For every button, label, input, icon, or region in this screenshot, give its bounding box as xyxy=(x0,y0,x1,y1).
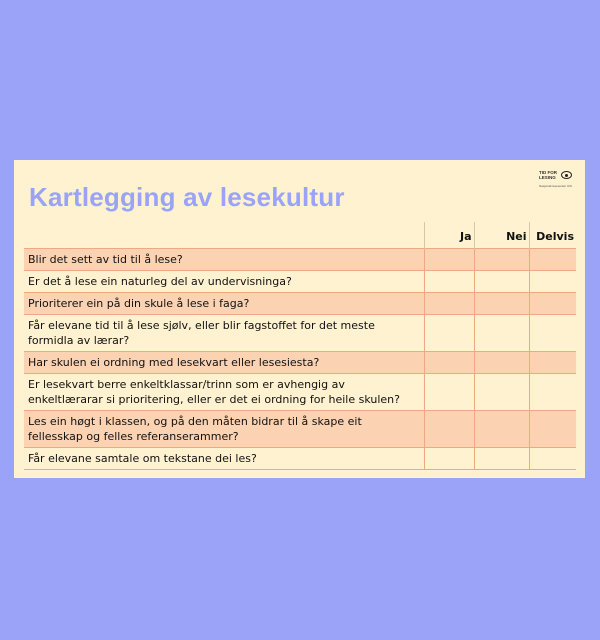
logo-line-1: TID FOR xyxy=(539,170,557,175)
question-text: Prioriterer ein på din skule å lese i faga? xyxy=(24,293,424,315)
answer-cell-ja[interactable] xyxy=(424,271,474,293)
table-row xyxy=(24,249,576,271)
answer-cell-delvis[interactable] xyxy=(529,352,576,374)
answer-cell-ja[interactable] xyxy=(424,448,474,470)
answer-cell-delvis[interactable] xyxy=(529,374,576,411)
answer-cell-delvis[interactable] xyxy=(529,271,576,293)
answer-cell-ja[interactable] xyxy=(424,293,474,315)
answer-cell-delvis[interactable] xyxy=(529,293,576,315)
answer-cell-delvis[interactable] xyxy=(529,411,576,448)
table-row xyxy=(24,352,576,374)
answer-cell-nei[interactable] xyxy=(474,448,529,470)
column-header-ja: Ja xyxy=(424,222,474,249)
logo-tagline: Nasjonalt lesesenter UiS xyxy=(539,184,572,188)
question-text: Blir det sett av tid til å lese? xyxy=(24,249,424,271)
table-row xyxy=(24,293,576,315)
table-row xyxy=(24,315,576,352)
answer-cell-ja[interactable] xyxy=(424,249,474,271)
question-text: Har skulen ei ordning med lesekvart eller lesesiesta? xyxy=(24,352,424,374)
answer-cell-delvis[interactable] xyxy=(529,448,576,470)
answer-cell-nei[interactable] xyxy=(474,293,529,315)
tid-for-lesing-logo xyxy=(539,170,575,190)
question-column-header xyxy=(24,222,424,249)
answer-cell-nei[interactable] xyxy=(474,374,529,411)
answer-cell-ja[interactable] xyxy=(424,374,474,411)
question-text: Får elevane tid til å lese sjølv, eller blir fagstoffet for det meste formidla av lærar? xyxy=(24,315,424,352)
answer-cell-nei[interactable] xyxy=(474,352,529,374)
question-text: Får elevane samtale om tekstane dei les? xyxy=(24,448,424,470)
eye-icon xyxy=(561,171,572,179)
header-row xyxy=(24,222,576,249)
answer-cell-delvis[interactable] xyxy=(529,315,576,352)
question-text: Er det å lese ein naturleg del av undervisninga? xyxy=(24,271,424,293)
question-text: Les ein høgt i klassen, og på den måten bidrar til å skape eit fellesskap og felles referanserammer? xyxy=(24,411,424,448)
logo-line-2: LESING xyxy=(539,175,556,180)
answer-cell-ja[interactable] xyxy=(424,315,474,352)
question-text: Er lesekvart berre enkeltklassar/trinn som er avhengig av enkeltlærarar si prioritering, eller er det ei ordning for heile skulen? xyxy=(24,374,424,411)
answer-cell-delvis[interactable] xyxy=(529,249,576,271)
table-row xyxy=(24,271,576,293)
survey-table xyxy=(24,222,576,470)
slide-title: Kartlegging av lesekultur xyxy=(29,182,345,212)
column-header-delvis: Delvis xyxy=(529,222,576,249)
answer-cell-ja[interactable] xyxy=(424,352,474,374)
answer-cell-nei[interactable] xyxy=(474,315,529,352)
answer-cell-nei[interactable] xyxy=(474,249,529,271)
answer-cell-nei[interactable] xyxy=(474,271,529,293)
answer-cell-nei[interactable] xyxy=(474,411,529,448)
answer-cell-ja[interactable] xyxy=(424,411,474,448)
slide xyxy=(14,160,585,478)
column-header-nei: Nei xyxy=(474,222,529,249)
table-row xyxy=(24,411,576,448)
table-row xyxy=(24,448,576,470)
table-row xyxy=(24,374,576,411)
